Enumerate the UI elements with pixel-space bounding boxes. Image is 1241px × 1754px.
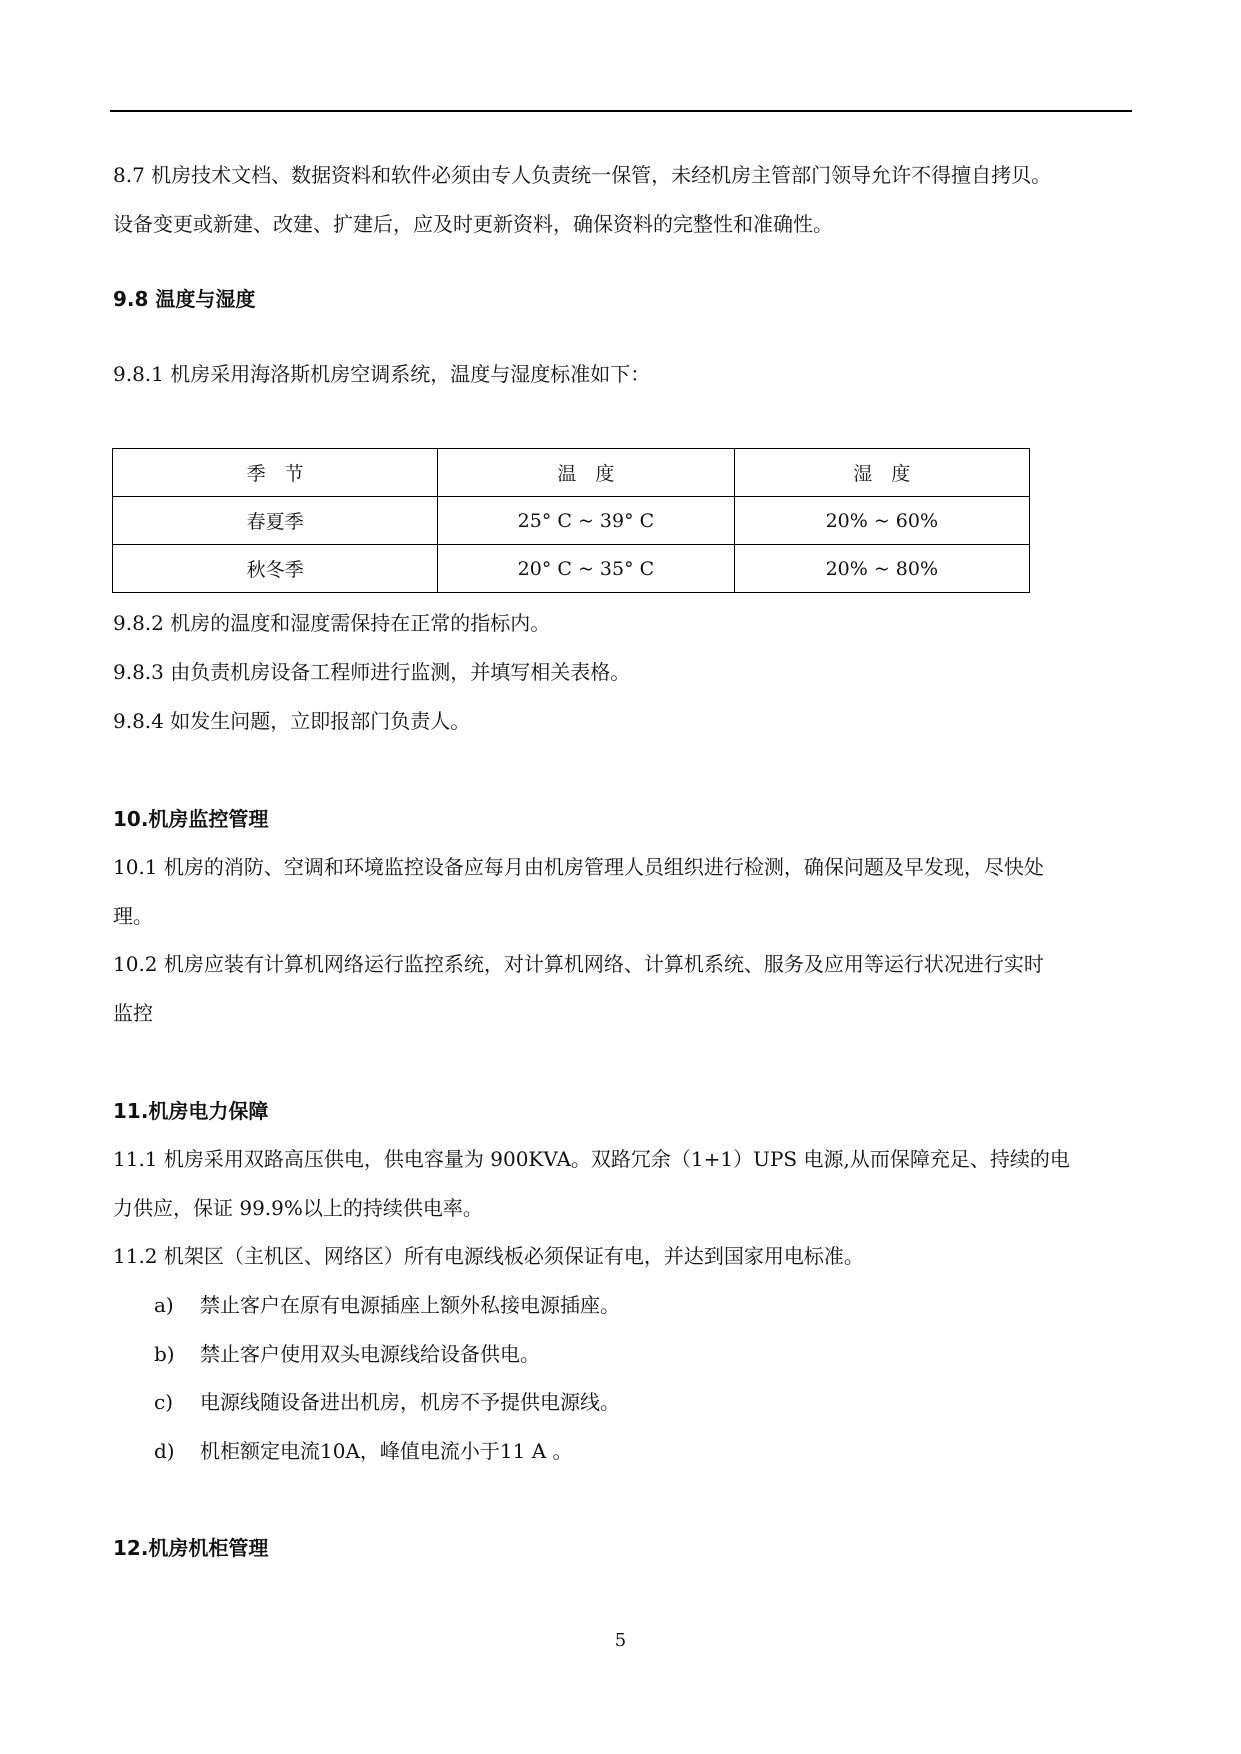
cell-temperature: 25° C ~ 39° C xyxy=(438,497,734,545)
list-marker: b) xyxy=(154,1342,175,1366)
list-item xyxy=(154,1292,620,1318)
header-temperature: 温 度 xyxy=(438,449,734,497)
list-marker: d) xyxy=(154,1439,175,1463)
item-11-1-line2: 力供应，保证 99.9%以上的持续供电率。 xyxy=(113,1196,483,1220)
item-9-8-2: 9.8.2 机房的温度和湿度需保持在正常的指标内。 xyxy=(113,611,551,635)
item-10-2-line2: 监控 xyxy=(113,1001,153,1025)
section-11-heading: 11.机房电力保障 xyxy=(113,1099,269,1123)
cell-season: 秋冬季 xyxy=(113,545,438,593)
list-item-text: 机柜额定电流10A，峰值电流小于11 A 。 xyxy=(200,1439,573,1463)
paragraph-8-7-line2: 设备变更或新建、改建、扩建后，应及时更新资料，确保资料的完整性和准确性。 xyxy=(113,212,833,236)
header-humidity: 湿 度 xyxy=(734,449,1029,497)
item-10-2-line1: 10.2 机房应装有计算机网络运行监控系统，对计算机网络、计算机系统、服务及应用等运行状况进行实时 xyxy=(113,952,1044,976)
list-item xyxy=(154,1341,540,1367)
cell-humidity: 20% ~ 60% xyxy=(734,497,1029,545)
table-row xyxy=(113,545,1030,593)
item-9-8-3: 9.8.3 由负责机房设备工程师进行监测，并填写相关表格。 xyxy=(113,660,631,684)
list-item xyxy=(154,1389,620,1415)
paragraph-8-7-line1: 8.7 机房技术文档、数据资料和软件必须由专人负责统一保管，未经机房主管部门领导允许不得擅自拷贝。 xyxy=(113,163,1052,187)
item-9-8-4: 9.8.4 如发生问题，立即报部门负责人。 xyxy=(113,709,471,733)
item-11-2: 11.2 机架区（主机区、网络区）所有电源线板必须保证有电，并达到国家用电标准。 xyxy=(113,1244,864,1268)
item-11-1-line1: 11.1 机房采用双路高压供电，供电容量为 900KVA。双路冗余（1+1）UPS 电源,从而保障充足、持续的电 xyxy=(113,1147,1070,1171)
list-marker: c) xyxy=(154,1390,174,1414)
cell-season: 春夏季 xyxy=(113,497,438,545)
section-10-heading: 10.机房监控管理 xyxy=(113,807,269,831)
item-10-1-line2: 理。 xyxy=(113,904,153,928)
climate-table-header-row xyxy=(113,449,1030,497)
header-rule xyxy=(110,110,1132,112)
table-row xyxy=(113,497,1030,545)
list-item-text: 禁止客户在原有电源插座上额外私接电源插座。 xyxy=(200,1293,620,1317)
list-item xyxy=(154,1438,573,1464)
page-number: 5 xyxy=(614,1630,627,1651)
section-12-heading: 12.机房机柜管理 xyxy=(113,1536,269,1560)
climate-table xyxy=(112,448,1030,593)
list-marker: a) xyxy=(154,1293,174,1317)
cell-humidity: 20% ~ 80% xyxy=(734,545,1029,593)
section-9-8-heading: 9.8 温度与湿度 xyxy=(113,287,256,311)
list-item-text: 禁止客户使用双头电源线给设备供电。 xyxy=(200,1342,540,1366)
header-season: 季 节 xyxy=(113,449,438,497)
item-10-1-line1: 10.1 机房的消防、空调和环境监控设备应每月由机房管理人员组织进行检测，确保问题及早发现，尽快处 xyxy=(113,855,1044,879)
cell-temperature: 20° C ~ 35° C xyxy=(438,545,734,593)
item-9-8-1: 9.8.1 机房采用海洛斯机房空调系统，温度与湿度标准如下： xyxy=(113,362,651,386)
list-item-text: 电源线随设备进出机房，机房不予提供电源线。 xyxy=(200,1390,620,1414)
